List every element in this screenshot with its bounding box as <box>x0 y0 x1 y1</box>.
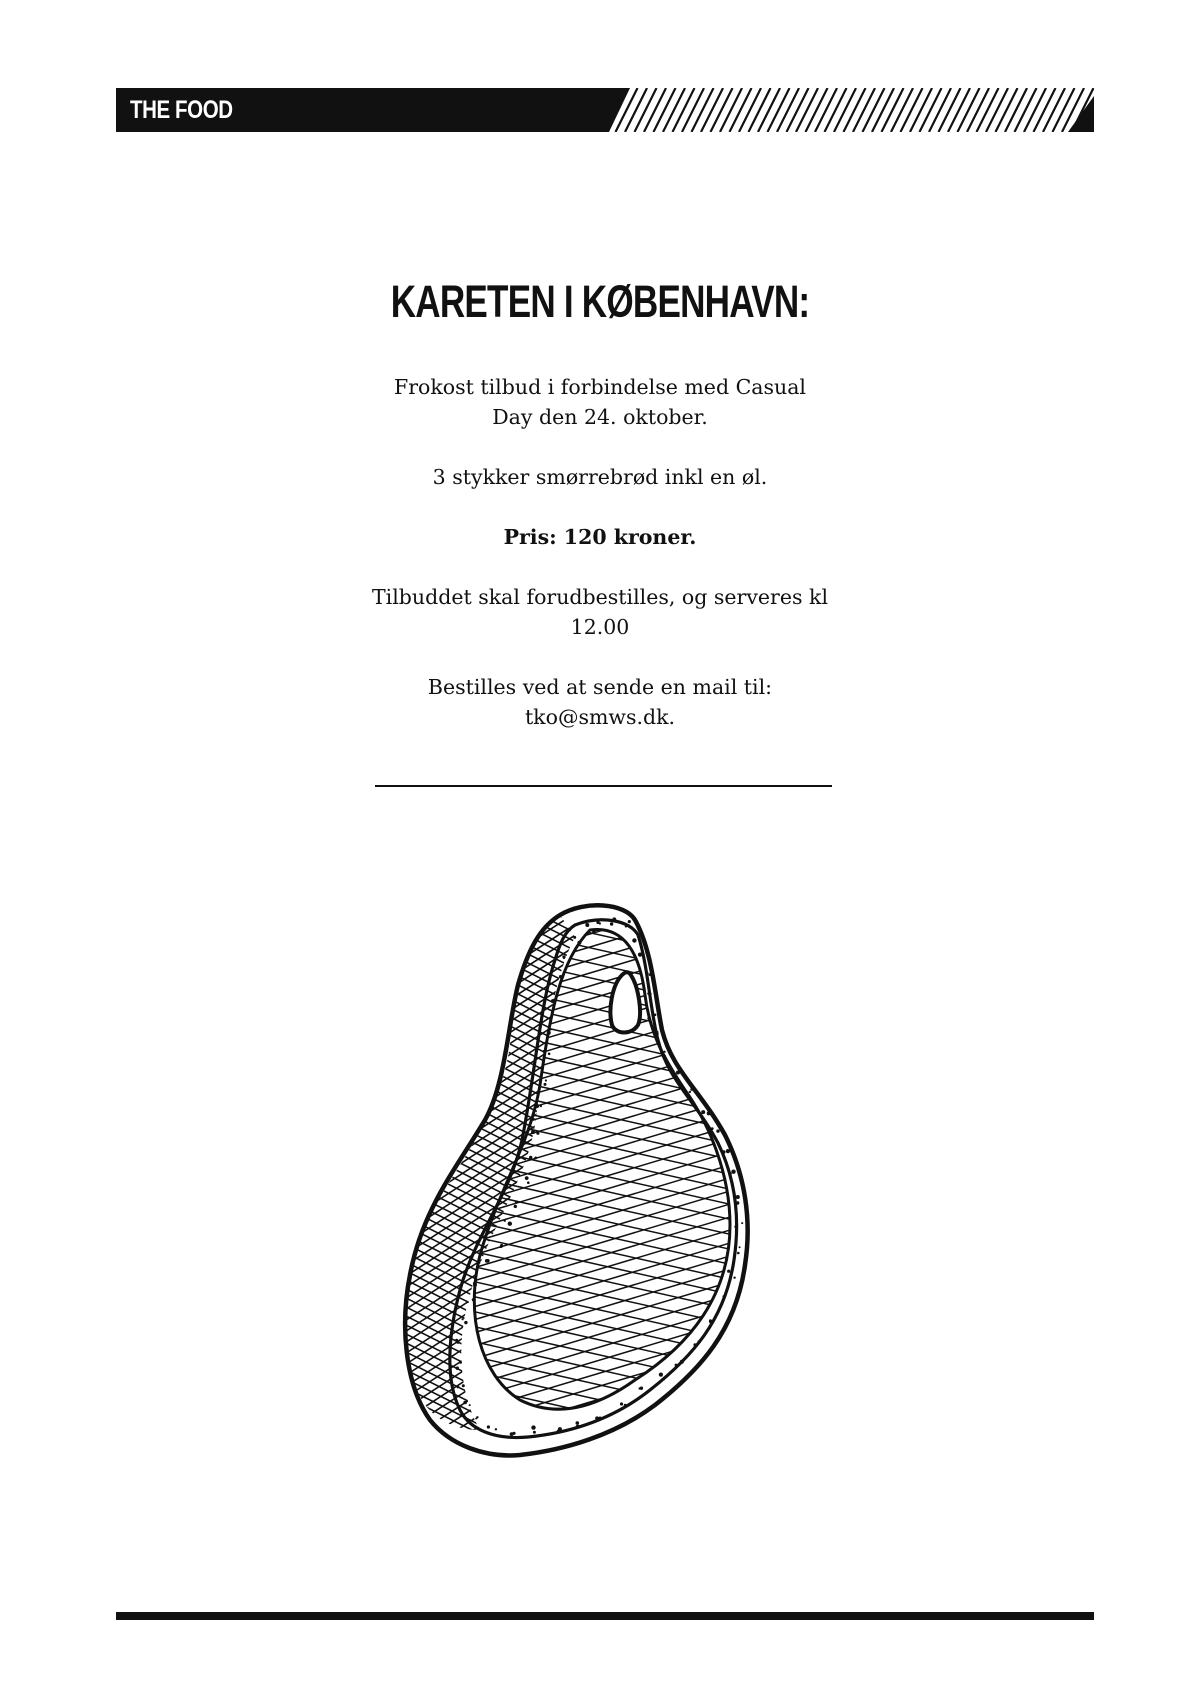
contact-email: tko@smws.dk. <box>524 705 676 729</box>
section-label: THE FOOD <box>130 96 233 124</box>
content-divider <box>375 785 832 787</box>
footer-rule <box>116 1612 1094 1620</box>
header-stripes-graphic <box>116 88 1094 132</box>
intro-paragraph <box>350 372 850 432</box>
page-title: KARETEN I KØBENHAVN: <box>390 276 810 327</box>
price-text: Pris: 120 kroner. <box>503 525 697 549</box>
intro-line-1: Frokost tilbud i forbindelse med Casual <box>393 375 806 399</box>
offer-text: 3 stykker smørrebrød inkl en øl. <box>432 465 768 489</box>
serving-line-2: 12.00 <box>570 615 630 639</box>
serving-paragraph <box>350 582 850 642</box>
ham-illustration <box>400 875 800 1479</box>
serving-line-1: Tilbuddet skal forudbestilles, og serveres kl <box>372 585 828 609</box>
ham-icon <box>400 875 800 1475</box>
intro-line-2: Day den 24. oktober. <box>492 405 708 429</box>
offer-content <box>350 372 850 762</box>
contact-line: Bestilles ved at sende en mail til: <box>427 675 773 699</box>
header-bar <box>116 88 1094 132</box>
contact-paragraph <box>350 672 850 732</box>
